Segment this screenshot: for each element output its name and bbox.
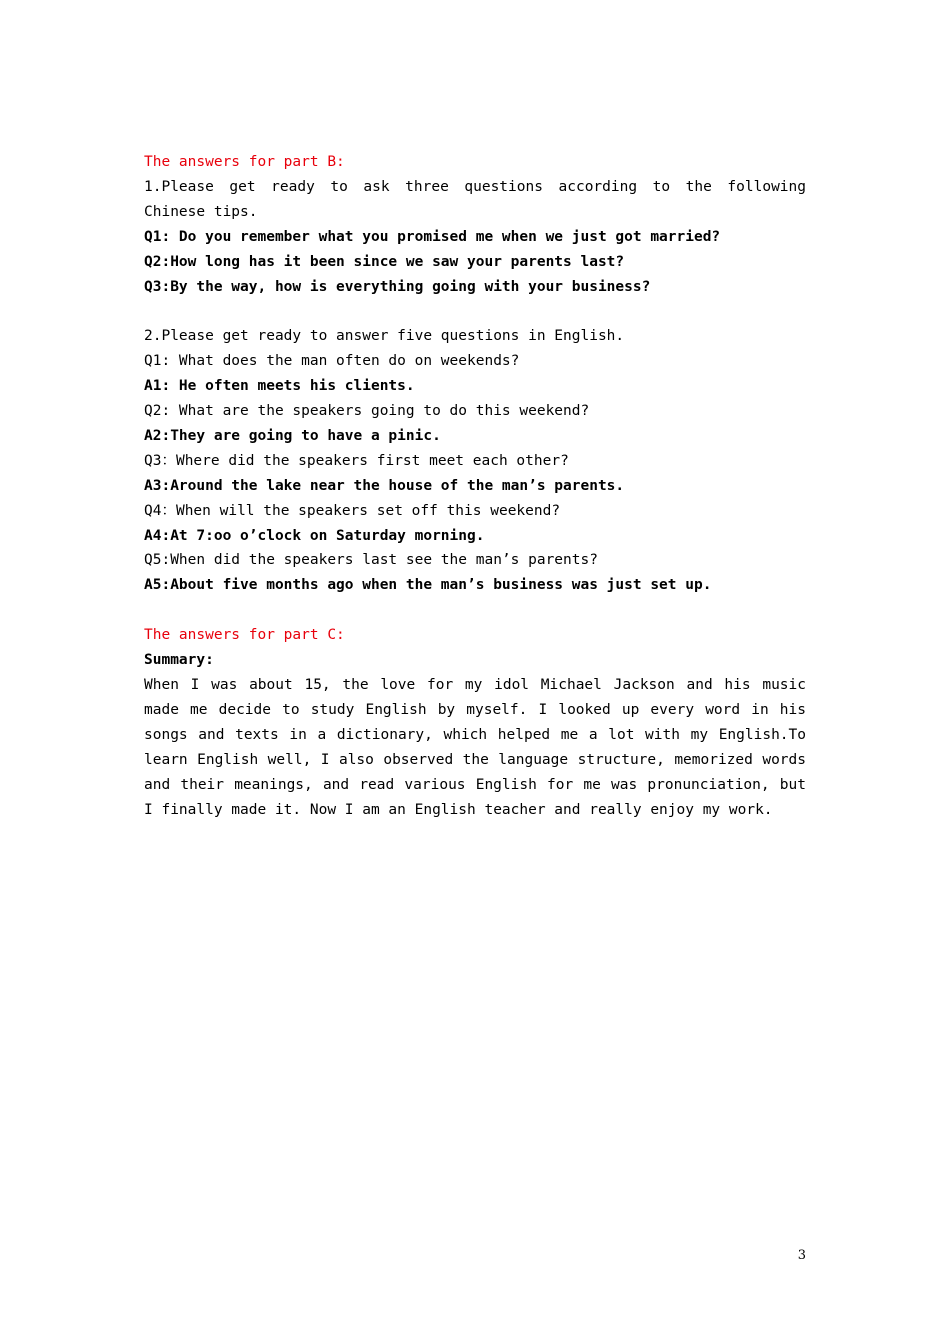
spacer	[144, 598, 806, 623]
question-q5: Q5:When did the speakers last see the man’s parents?	[144, 552, 598, 569]
question-q3: Q3：Where did the speakers first meet each other?	[144, 452, 569, 469]
answer-a5: A5:About five months ago when the man’s business was just set up.	[144, 577, 712, 594]
part-c-heading: The answers for part C:	[144, 627, 345, 644]
question-q3: Q3:By the way, how is everything going with your business?	[144, 278, 651, 295]
document-page	[144, 150, 815, 822]
summary-label: Summary:	[144, 652, 214, 669]
section2-instruction: 2.Please get ready to answer five questions in English.	[144, 328, 625, 345]
answer-a3: A3:Around the lake near the house of the man’s parents.	[144, 477, 625, 494]
question-q2: Q2:How long has it been since we saw your parents last?	[144, 253, 625, 270]
question-q2: Q2: What are the speakers going to do this weekend?	[144, 403, 590, 420]
spacer	[144, 299, 806, 324]
page-number: 3	[797, 1248, 806, 1263]
section1-instruction: 1.Please get ready to ask three questions according to the following Chinese tips.	[144, 178, 815, 220]
part-b-heading: The answers for part B:	[144, 154, 345, 170]
answer-a4: A4:At 7:oo o’clock on Saturday morning.	[144, 527, 485, 544]
question-q1: Q1: Do you remember what you promised me when we just got married?	[144, 228, 721, 245]
question-q1: Q1: What does the man often do on weekends?	[144, 353, 520, 370]
answer-a1: A1: He often meets his clients.	[144, 378, 415, 395]
summary-text: When I was about 15, the love for my idol Michael Jackson and his music made me decide to study English by myself. I looked up every word in his songs and texts in a dictionary, which helped me a lot with my English.To learn English well, I also observed the language structure, memorized words and their meanings, and read various English for me was pronunciation, but I finally made it. Now I am an English teacher and really enjoy my work.	[144, 677, 815, 818]
question-q4: Q4：When will the speakers set off this weekend?	[144, 502, 561, 519]
answer-a2: A2:They are going to have a pinic.	[144, 427, 441, 444]
